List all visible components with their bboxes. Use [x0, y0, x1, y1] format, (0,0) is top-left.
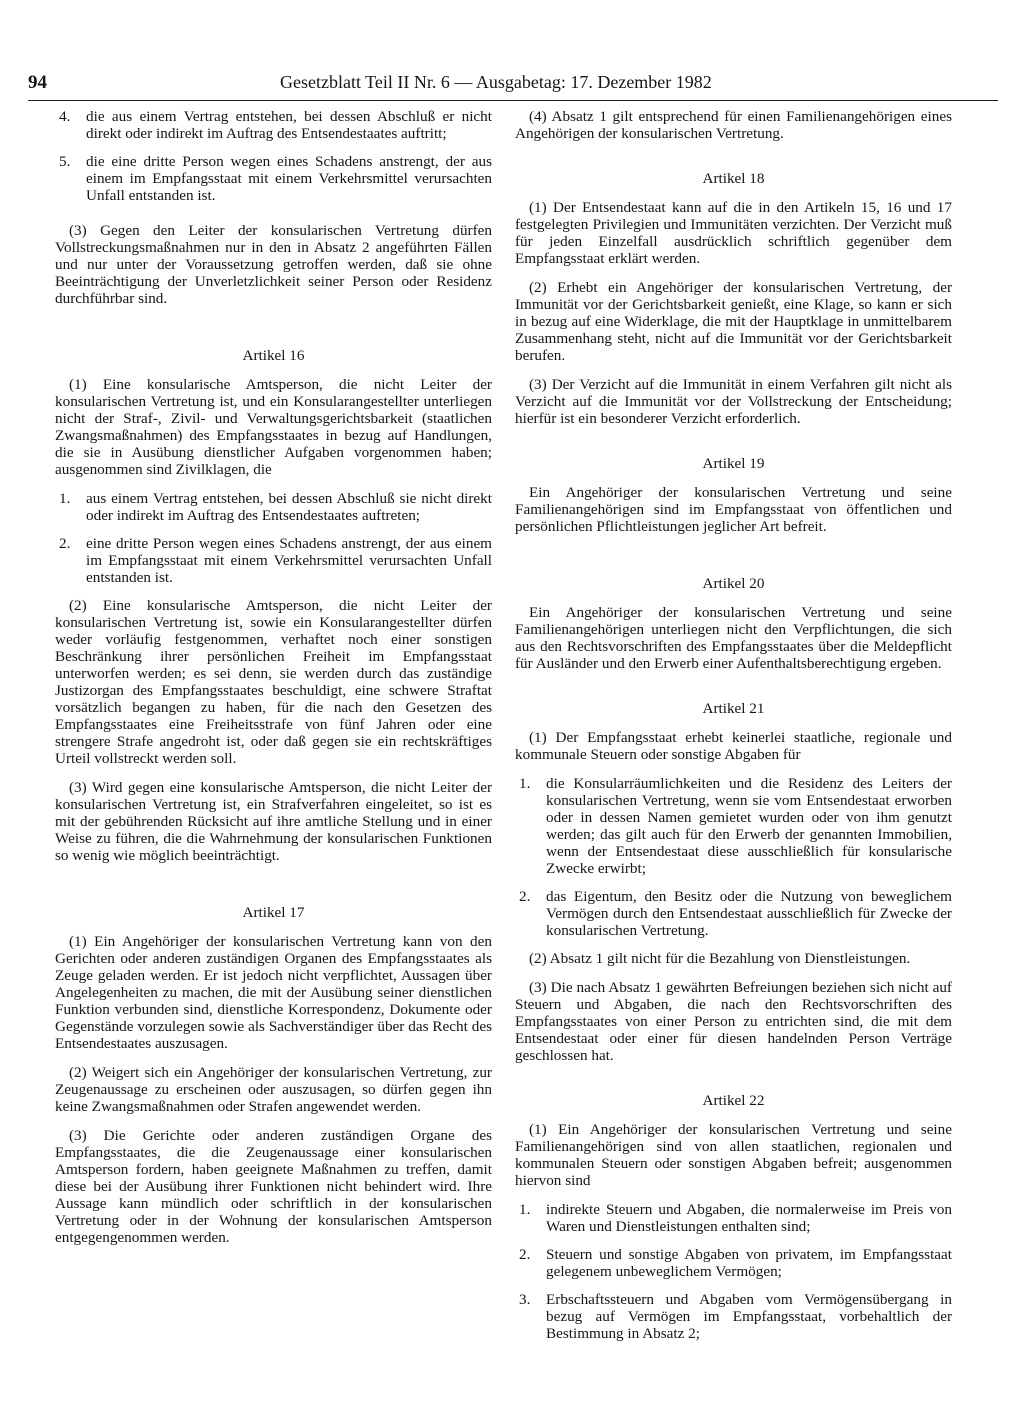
paragraph: (4) Absatz 1 gilt entsprechend für einen Familienangehörigen eines Angehörigen der konsularischen Vertretung.	[515, 108, 952, 142]
item-text: die aus einem Vertrag entstehen, bei dessen Abschluß er nicht direkt oder indirekt im Auftrag des Entsendestaates auftritt;	[86, 108, 492, 142]
list-item	[515, 888, 952, 939]
left-column	[55, 108, 492, 1258]
article-heading: Artikel 20	[702, 575, 765, 592]
item-text: Erbschaftssteuern und Abgaben vom Vermögensübergang in bezug auf Vermögen im Empfangsstaat, vorbehaltlich der Bestimmung in Absatz 2;	[546, 1291, 952, 1342]
page-number: 94	[28, 72, 47, 93]
article-heading: Artikel 21	[702, 700, 765, 717]
list-item	[55, 535, 492, 586]
paragraph: (2) Erhebt ein Angehöriger der konsularischen Vertretung, der Immunität vor der Gerichtsbarkeit genießt, eine Klage, so kann er sich in bezug auf eine Widerklage, die mit der Hauptklage in unmittelbarem Zusammenhang steht, nicht auf die Immunität vor der Gerichtsbarkeit berufen.	[515, 279, 952, 364]
item-number: 2.	[519, 888, 531, 905]
paragraph: (3) Gegen den Leiter der konsularischen Vertretung dürfen Vollstreckungsmaßnahmen nur in den in Absatz 2 angeführten Fällen und nur unter der Voraussetzung getroffen werden, daß sie ohne Beeinträchtigung der Unverletzlichkeit seiner Person oder Residenz durchführbar sind.	[55, 222, 492, 307]
page-header	[28, 72, 998, 100]
item-text: indirekte Steuern und Abgaben, die normalerweise im Preis von Waren und Dienstleistungen enthalten sind;	[546, 1201, 952, 1235]
list-item	[515, 775, 952, 877]
item-text: die Konsularräumlichkeiten und die Residenz des Leiters der konsularischen Vertretung, wenn sie vom Entsendestaat erworben oder in dessen Namen gemietet wurden oder von ihm genutzt werden; das gilt auch für den Erwerb der genannten Immobilien, wenn der Entsendestaat diese ausschließlich für konsularische Zwecke erwirbt;	[546, 775, 952, 877]
item-text: aus einem Vertrag entstehen, bei dessen Abschluß sie nicht direkt oder indirekt im Auftrag des Entsendestaates auftreten;	[86, 490, 492, 524]
paragraph: Ein Angehöriger der konsularischen Vertretung und seine Familienangehörigen unterliegen nicht den Verpflichtungen, die sich aus den Rechtsvorschriften des Empfangsstaates über die Meldepflicht für Ausländer und den Erwerb einer Aufenthaltsberechtigung ergeben.	[515, 604, 952, 672]
paragraph: (1) Ein Angehöriger der konsularischen Vertretung kann von den Gerichten oder anderen zuständigen Organen des Empfangsstaates als Zeuge geladen werden. Er ist jedoch nicht verpflichtet, Aussagen über Angelegenheiten zu machen, die mit der Ausübung seiner dienstlichen Funktion verbunden sind, dienstliche Korrespondenz, Dokumente oder Gegenstände vorzulegen sowie als Sachverständiger über das Recht des Entsendestaates auszusagen.	[55, 933, 492, 1052]
item-number: 4.	[59, 108, 71, 125]
paragraph: (1) Ein Angehöriger der konsularischen Vertretung und seine Familienangehörigen sind von allen staatlichen, regionalen und kommunalen Steuern oder sonstigen Abgaben befreit; ausgenommen hiervon sind	[515, 1121, 952, 1189]
item-number: 3.	[519, 1291, 531, 1308]
article-heading: Artikel 17	[242, 904, 305, 921]
paragraph: (3) Der Verzicht auf die Immunität in einem Verfahren gilt nicht als Verzicht auf die Immunität vor der Vollstreckung der Entscheidung; hierfür ist ein besonderer Verzicht erforderlich.	[515, 376, 952, 427]
item-text: das Eigentum, den Besitz oder die Nutzung von beweglichem Vermögen durch den Entsendestaat ausschließlich für Zwecke der konsularischen Vertretung.	[546, 888, 952, 939]
article-heading: Artikel 16	[242, 347, 305, 364]
item-number: 1.	[519, 1201, 531, 1218]
paragraph: Ein Angehöriger der konsularischen Vertretung und seine Familienangehörigen sind im Empfangsstaat von öffentlichen und persönlichen Pflichtleistungen jeglicher Art befreit.	[515, 484, 952, 535]
right-column	[515, 108, 952, 1353]
list-item	[55, 490, 492, 524]
paragraph: (1) Der Empfangsstaat erhebt keinerlei staatliche, regionale und kommunale Steuern oder sonstige Abgaben für	[515, 729, 952, 763]
item-number: 1.	[59, 490, 71, 507]
paragraph: (3) Die nach Absatz 1 gewährten Befreiungen beziehen sich nicht auf Steuern und Abgaben, die nach den Rechtsvorschriften des Empfangsstaates von einer Person zu entrichten sind, die mit dem Entsendestaat oder einer für diesen handelnden Person Verträge geschlossen hat.	[515, 979, 952, 1064]
item-number: 5.	[59, 153, 71, 170]
item-number: 1.	[519, 775, 531, 792]
header-rule	[28, 100, 998, 101]
article-heading: Artikel 19	[702, 455, 765, 472]
article-heading: Artikel 18	[702, 170, 765, 187]
item-text: Steuern und sonstige Abgaben von privatem, im Empfangsstaat gelegenem unbeweglichem Vermögen;	[546, 1246, 952, 1280]
paragraph: (3) Wird gegen eine konsularische Amtsperson, die nicht Leiter der konsularischen Vertretung ist, ein Strafverfahren eingeleitet, so ist es mit der gebührenden Rücksicht auf ihre amtliche Stellung und in einer Weise zu führen, die die Wahrnehmung der konsularischen Funktionen so wenig wie möglich beeinträchtigt.	[55, 779, 492, 864]
item-text: die eine dritte Person wegen eines Schadens anstrengt, der aus einem im Empfangsstaat mit einem Verkehrsmittel verursachten Unfall entstanden ist.	[86, 153, 492, 204]
list-item	[515, 1291, 952, 1342]
list-item	[515, 1201, 952, 1235]
paragraph: (1) Der Entsendestaat kann auf die in den Artikeln 15, 16 und 17 festgelegten Privilegien und Immunitäten verzichten. Der Verzicht muß für jeden Einzelfall ausdrücklich schriftlich gegenüber dem Empfangsstaat erklärt werden.	[515, 199, 952, 267]
item-number: 2.	[59, 535, 71, 552]
article-heading: Artikel 22	[702, 1092, 765, 1109]
paragraph: (2) Weigert sich ein Angehöriger der konsularischen Vertretung, zur Zeugenaussage zu erscheinen oder auszusagen, so dürfen gegen ihn keine Zwangsmaßnahmen oder Strafen angewendet werden.	[55, 1064, 492, 1115]
paragraph: (2) Absatz 1 gilt nicht für die Bezahlung von Dienstleistungen.	[529, 950, 911, 967]
item-number: 2.	[519, 1246, 531, 1263]
paragraph: (3) Die Gerichte oder anderen zuständigen Organe des Empfangsstaates, die die Zeugenaussage einer konsularischen Amtsperson fordern, haben geeignete Maßnahmen zu treffen, damit diese bei der Ausübung ihrer Funktionen nicht behindert wird. Ihre Aussage kann mündlich oder schriftlich in der konsularischen Vertretung oder in der Wohnung der konsularischen Amtsperson entgegengenommen werden.	[55, 1127, 492, 1246]
list-item	[55, 153, 492, 204]
list-item	[515, 1246, 952, 1280]
paragraph: (2) Eine konsularische Amtsperson, die nicht Leiter der konsularischen Vertretung ist, sowie ein Konsularangestellter dürfen weder vorläufig festgenommen, verhaftet noch einer sonstigen Beschränkung ihrer persönlichen Freiheit im Empfangsstaat unterworfen werden; es sei denn, sie werden durch das zuständige Justizorgan des Empfangsstaates beschuldigt, eine schwere Straftat vorsätzlich begangen zu haben, für die nach den Gesetzen des Empfangsstaates eine Freiheitsstrafe von fünf Jahren oder eine strengere Strafe angedroht ist, oder daß gegen sie ein rechtskräftiges Urteil vollstreckt werden soll.	[55, 597, 492, 767]
running-head: Gesetzblatt Teil II Nr. 6 — Ausgabetag: 17. Dezember 1982	[280, 72, 712, 92]
list-item	[55, 108, 492, 142]
paragraph: (1) Eine konsularische Amtsperson, die nicht Leiter der konsularischen Vertretung ist, und ein Konsularangestellter unterliegen nicht der Straf-, Zivil- und Verwaltungsgerichtsbarkeit (staatlichen Zwangsmaßnahmen) des Empfangsstaates in bezug auf Handlungen, die sie in Ausübung dienstlicher Aufgaben vorgenommen haben; ausgenommen sind Zivilklagen, die	[55, 376, 492, 478]
item-text: eine dritte Person wegen eines Schadens anstrengt, der aus einem im Empfangsstaat mit einem Verkehrsmittel verursachten Unfall entstanden ist.	[86, 535, 492, 586]
